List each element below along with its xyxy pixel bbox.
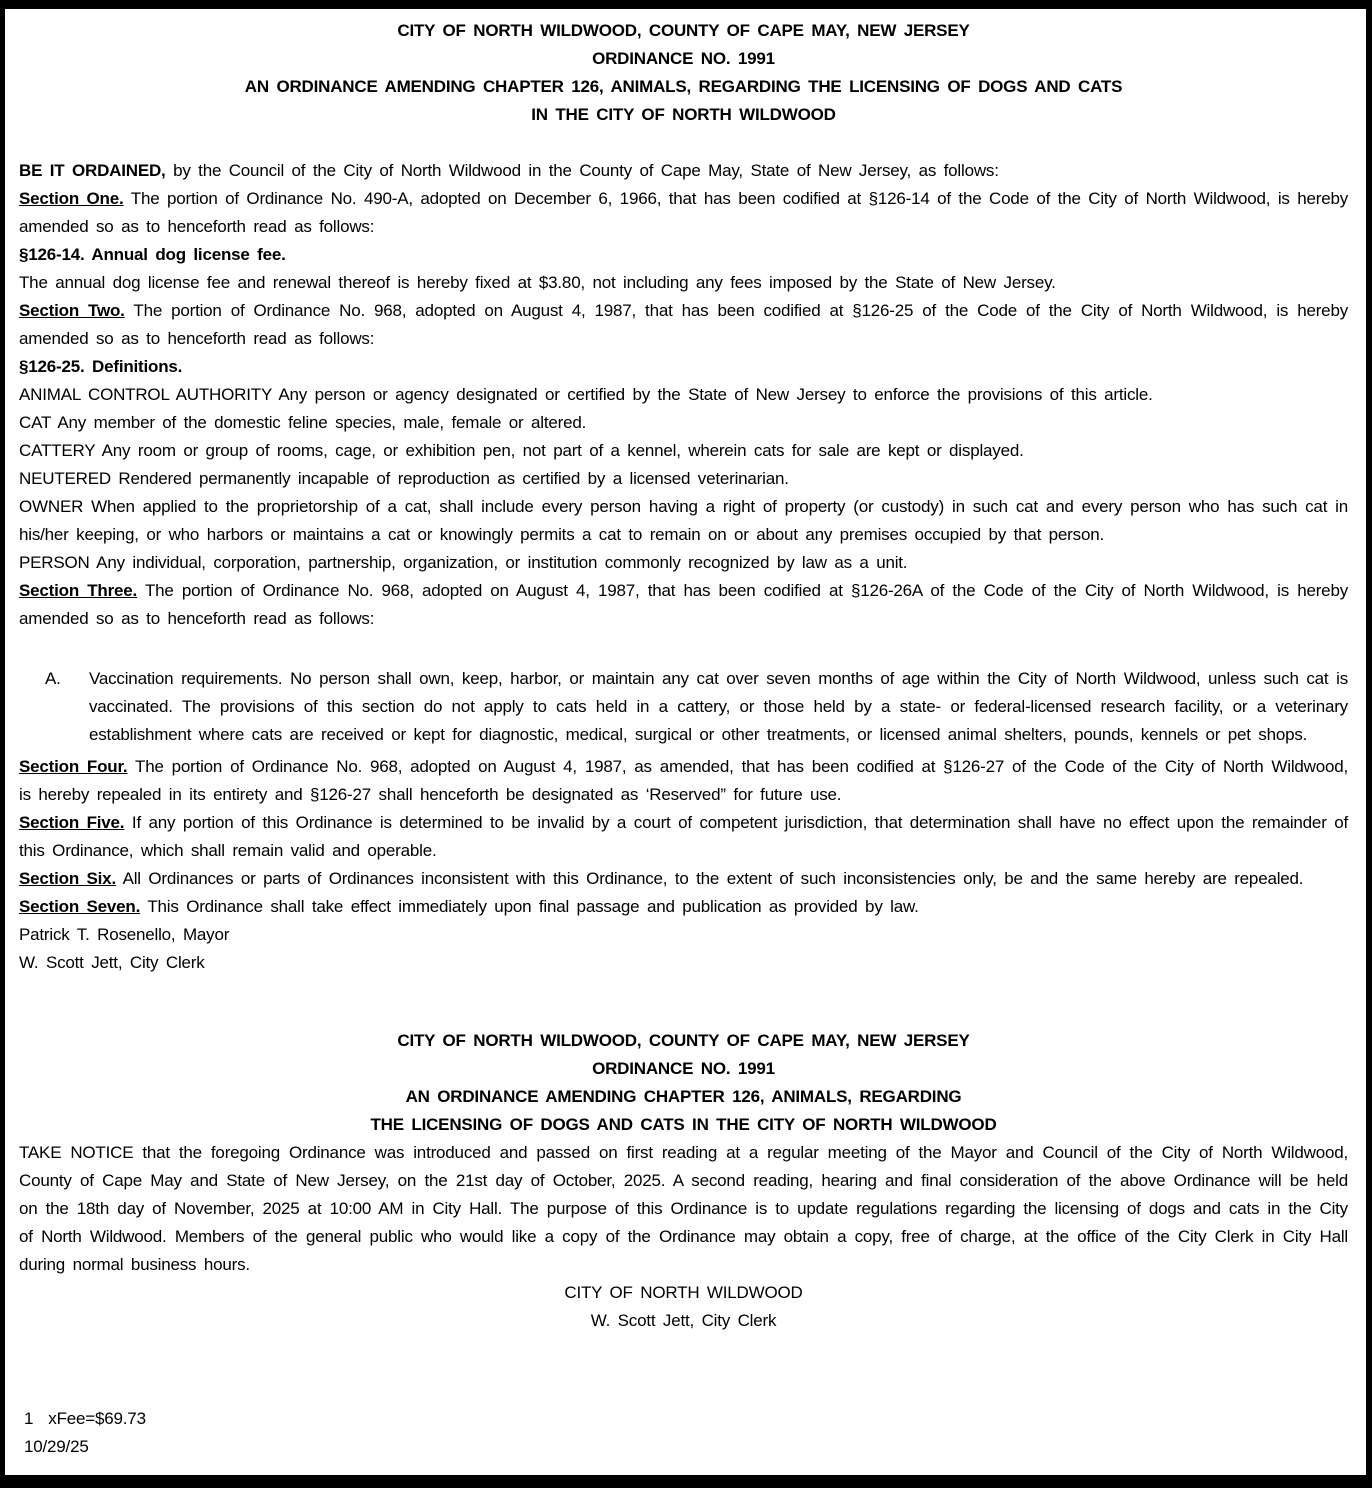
section-seven-text: This Ordinance shall take effect immediately upon final passage and publication as provided by law. [147,897,919,916]
notice-header [19,1027,1348,1139]
paragraph-section-five [19,809,1348,865]
be-it-ordained-text: by the Council of the City of North Wildwood in the County of Cape May, State of New Jersey, as follows: [173,161,999,180]
definition-neutered: NEUTERED Rendered permanently incapable of reproduction as certified by a licensed veterinarian. [19,469,789,488]
paragraph-be-it-ordained [19,157,1348,185]
footer-date-line: 10/29/25 [24,1437,89,1456]
signature-city-clerk: W. Scott Jett, City Clerk [19,953,205,972]
header-line-1: CITY OF NORTH WILDWOOD, COUNTY OF CAPE MAY, NEW JERSEY [397,21,970,40]
header-line-4: IN THE CITY OF NORTH WILDWOOD [531,105,836,124]
section-four-text: The portion of Ordinance No. 968, adopted on August 4, 1987, as amended, that has been codified at §126-27 of the Code of the City of North Wildwood, is hereby repealed in its entirety and §126-27 shall henceforth be designated as ‘Reserved” for future use. [19,757,1349,804]
list-item-a-marker: A. [45,669,61,688]
section-one-label: Section One. [19,189,124,208]
definition-cat: CAT Any member of the domestic feline species, male, female or altered. [19,413,587,432]
heading-126-25: §126-25. Definitions. [19,357,183,376]
section-four-label: Section Four. [19,757,128,776]
definition-person: PERSON Any individual, corporation, partnership, organization, or institution commonly recognized by law as a unit. [19,553,908,572]
paragraph-126-14: The annual dog license fee and renewal thereof is hereby fixed at $3.80, not including any fees imposed by the State of New Jersey. [19,273,1056,292]
notice-header-line-1: CITY OF NORTH WILDWOOD, COUNTY OF CAPE MAY, NEW JERSEY [397,1031,970,1050]
closing-city-name: CITY OF NORTH WILDWOOD [564,1283,803,1302]
notice-header-line-4: THE LICENSING OF DOGS AND CATS IN THE CITY OF NORTH WILDWOOD [370,1115,997,1134]
paragraph-take-notice: TAKE NOTICE that the foregoing Ordinance was introduced and passed on first reading at a regular meeting of the Mayor and Council of the City of North Wildwood, County of Cape May and State of New Jersey, on the 21st day of October, 2025. A second reading, hearing and final consideration of the above Ordinance will be held on the 18th day of November, 2025 at 10:00 AM in City Hall. The purpose of this Ordinance is to update regulations regarding the licensing of dogs and cats in the City of North Wildwood. Members of the general public who would like a copy of the Ordinance may obtain a copy, free of charge, at the office of the City Clerk in City Hall during normal business hours. [19,1143,1348,1274]
notice-header-line-2: ORDINANCE NO. 1991 [592,1059,775,1078]
paragraph-section-four [19,753,1348,809]
paragraph-section-seven [19,893,1348,921]
section-five-text: If any portion of this Ordinance is determined to be invalid by a court of competent jurisdiction, that determination shall have no effect upon the remainder of this Ordinance, which shall remain valid and operable. [19,813,1349,860]
list-item-a-text: Vaccination requirements. No person shall own, keep, harbor, or maintain any cat over seven months of age within the City of North Wildwood, unless such cat is vaccinated. The provisions of this section do not apply to cats held in a cattery, or those held by a state- or federal-licensed research facility, or a veterinary establishment where cats are received or kept for diagnostic, medical, surgical or other treatments, or licensed animal shelters, pounds, kennels or pet shops. [89,669,1348,744]
paragraph-section-three [19,577,1348,633]
definition-cattery: CATTERY Any room or group of rooms, cage, or exhibition pen, not part of a kennel, wherein cats for sale are kept or displayed. [19,441,1024,460]
be-it-ordained-lead: BE IT ORDAINED, [19,161,166,180]
signature-mayor: Patrick T. Rosenello, Mayor [19,925,230,944]
heading-126-14: §126-14. Annual dog license fee. [19,245,286,264]
notice-header-line-3: AN ORDINANCE AMENDING CHAPTER 126, ANIMALS, REGARDING [405,1087,962,1106]
paragraph-section-two [19,297,1348,353]
section-two-text: The portion of Ordinance No. 968, adopted on August 4, 1987, that has been codified at §126-25 of the Code of the City of North Wildwood, is hereby amended so as to henceforth read as follows: [19,301,1348,348]
section-six-text: All Ordinances or parts of Ordinances inconsistent with this Ordinance, to the extent of such inconsistencies only, be and the same hereby are repealed. [122,869,1304,888]
ordinance-header [19,17,1348,129]
closing-clerk-name: W. Scott Jett, City Clerk [590,1311,777,1330]
paragraph-section-six [19,865,1348,893]
section-six-label: Section Six. [19,869,116,888]
footer-fee-line: 1 xFee=$69.73 [24,1409,146,1428]
definition-owner: OWNER When applied to the proprietorship of a cat, shall include every person having a right of property (or custody) in such cat and every person who has such cat in his/her keeping, or who harbors or maintains a cat or knowingly permits a cat to remain on or about any premises occupied by that person. [19,497,1348,544]
list-item-a [19,665,1348,749]
section-one-text: The portion of Ordinance No. 490-A, adopted on December 6, 1966, that has been codified at §126-14 of the Code of the City of North Wildwood, is hereby amended so as to henceforth read as follows: [19,189,1349,236]
section-three-text: The portion of Ordinance No. 968, adopted on August 4, 1987, that has been codified at §126-26A of the Code of the City of North Wildwood, is hereby amended so as to henceforth read as follows: [19,581,1348,628]
footer-block [24,1405,146,1461]
section-five-label: Section Five. [19,813,125,832]
section-two-label: Section Two. [19,301,125,320]
header-line-2: ORDINANCE NO. 1991 [592,49,775,68]
definition-animal-control-authority: ANIMAL CONTROL AUTHORITY Any person or agency designated or certified by the State of New Jersey to enforce the provisions of this article. [19,385,1153,404]
header-line-3: AN ORDINANCE AMENDING CHAPTER 126, ANIMALS, REGARDING THE LICENSING OF DOGS AND CATS [244,77,1123,96]
section-three-label: Section Three. [19,581,138,600]
paragraph-section-one [19,185,1348,241]
section-seven-label: Section Seven. [19,897,141,916]
